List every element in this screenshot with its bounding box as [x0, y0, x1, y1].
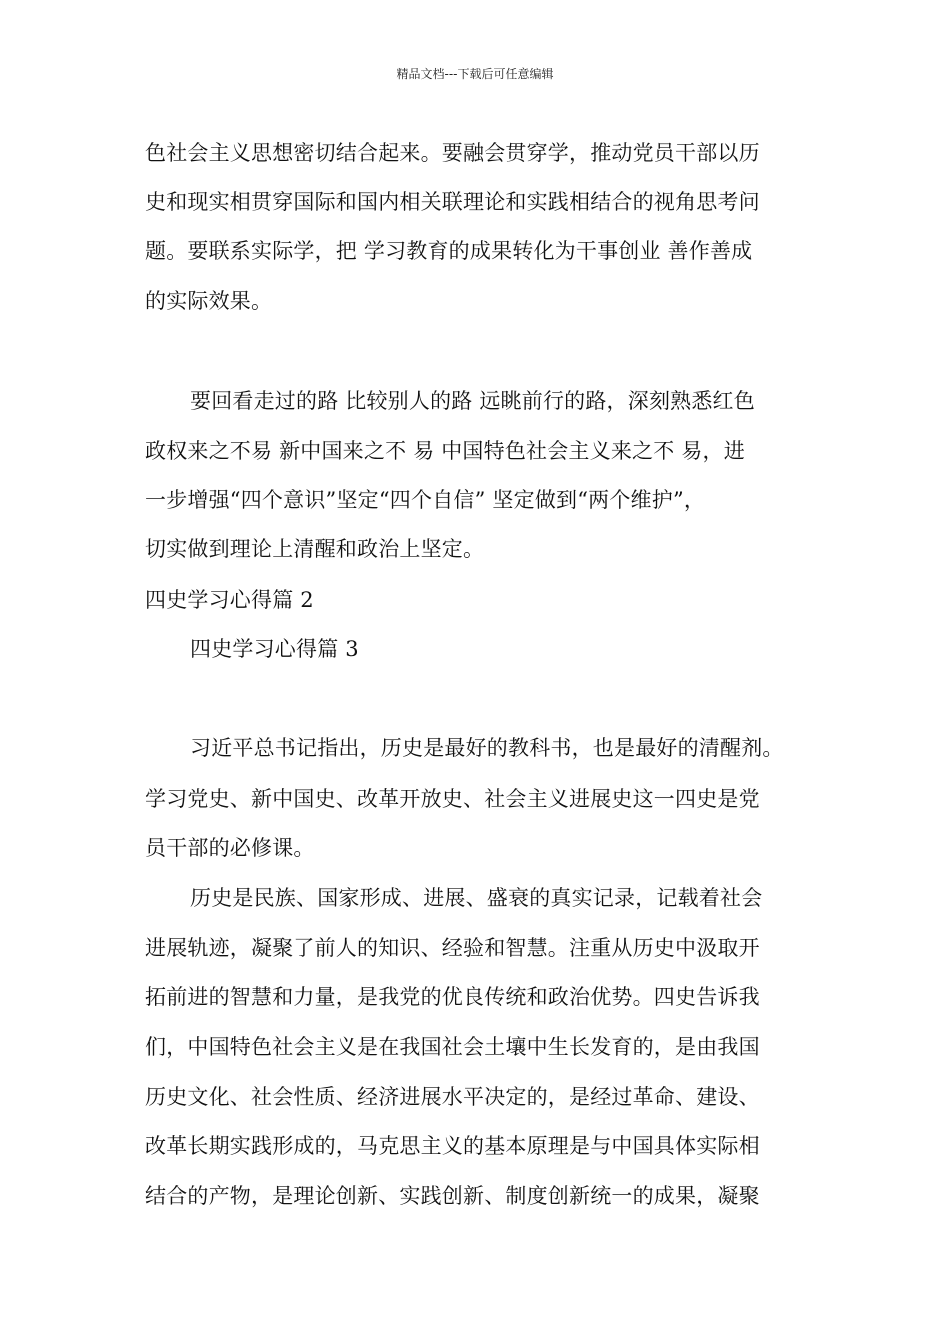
- paragraph-line: 的实际效果。: [145, 289, 273, 313]
- paragraph-line: 历史是民族、国家形成、进展、盛衰的真实记录，记载着社会: [190, 886, 763, 910]
- paragraph-line: 结合的产物，是理论创新、实践创新、制度创新统一的成果，凝聚: [145, 1184, 760, 1208]
- paragraph-line: 色社会主义思想密切结合起来。要融会贯穿学，推动党员干部以历: [145, 141, 760, 165]
- paragraph-line: 改革长期实践形成的，马克思主义的基本原理是与中国具体实际相: [145, 1134, 760, 1158]
- paragraph-line: 员干部的必修课。: [145, 836, 315, 860]
- paragraph-line: 一步增强“四个意识”坚定“四个自信” 坚定做到“两个维护”，: [145, 488, 706, 512]
- paragraph-line: 进展轨迹，凝聚了前人的知识、经验和智慧。注重从历史中汲取开: [145, 936, 760, 960]
- section-heading: 四史学习心得篇 3: [190, 637, 359, 661]
- paragraph-line: 学习党史、新中国史、改革开放史、社会主义进展史这一四史是党: [145, 787, 760, 811]
- paragraph-line: 题。要联系实际学，把 学习教育的成果转化为干事创业 善作善成: [145, 239, 753, 263]
- paragraph-line: 政权来之不易 新中国来之不 易 中国特色社会主义来之不 易，进: [145, 439, 745, 463]
- paragraph-line: 要回看走过的路 比较别人的路 远眺前行的路，深刻熟悉红色: [190, 389, 755, 413]
- paragraph-line: 拓前进的智慧和力量，是我党的优良传统和政治优势。四史告诉我: [145, 985, 760, 1009]
- paragraph-line: 历史文化、社会性质、经济进展水平决定的，是经过革命、建设、: [145, 1085, 760, 1109]
- paragraph-line: 习近平总书记指出，历史是最好的教科书，也是最好的清醒剂。: [190, 736, 784, 760]
- paragraph-line: 史和现实相贯穿国际和国内相关联理论和实践相结合的视角思考问: [145, 190, 760, 214]
- paragraph-line: 们，中国特色社会主义是在我国社会土壤中生长发育的，是由我国: [145, 1035, 760, 1059]
- paragraph-line: 切实做到理论上清醒和政治上坚定。: [145, 537, 485, 561]
- page-header: 精品文档---下载后可任意编辑: [396, 67, 554, 81]
- section-heading: 四史学习心得篇 2: [145, 588, 314, 612]
